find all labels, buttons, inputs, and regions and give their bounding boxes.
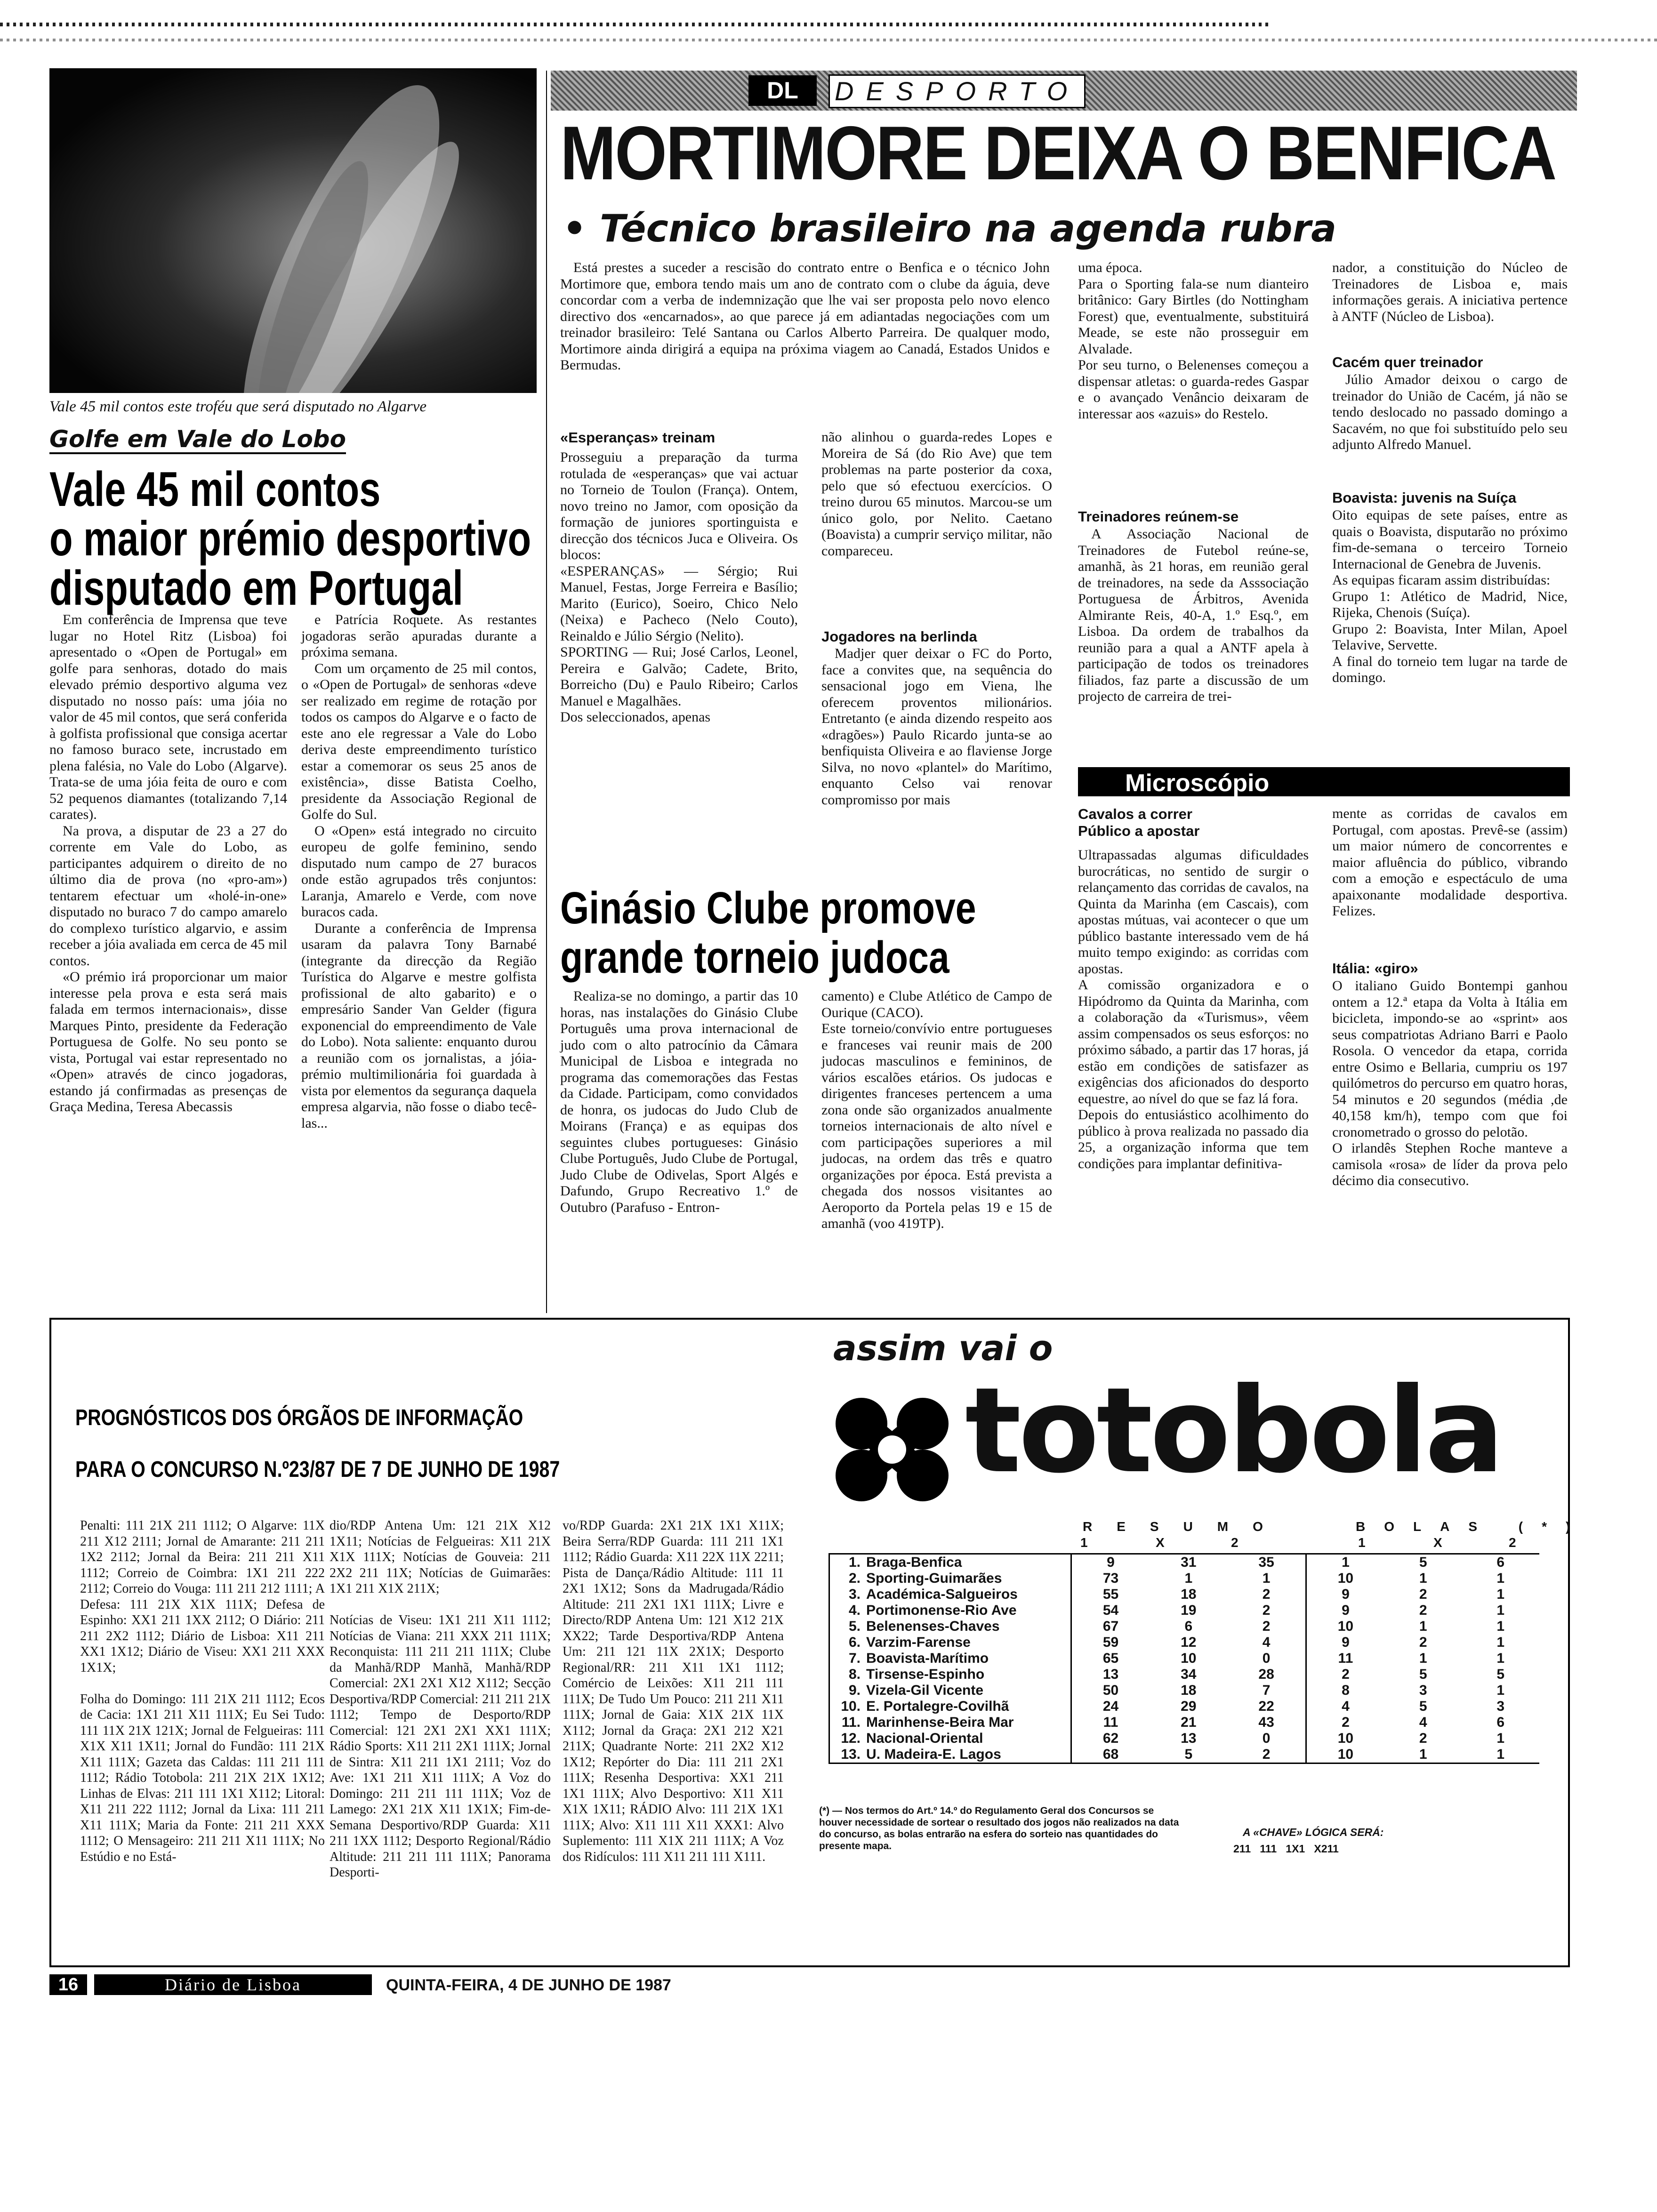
resumo-cell: 0 xyxy=(1227,1651,1306,1667)
golf-col1 xyxy=(49,612,287,1115)
chave-value: 211 111 1X1 X211 xyxy=(1233,1843,1339,1855)
bolas-cell: 4 xyxy=(1419,1715,1427,1730)
bolas-cell: 10 xyxy=(1337,1747,1354,1762)
match-name: Boavista-Marítimo xyxy=(863,1651,1071,1667)
resumo-cell: 13 xyxy=(1102,1667,1119,1682)
cacem-sub: Cacém quer treinador xyxy=(1332,354,1483,370)
resumo-cell: 34 xyxy=(1181,1667,1197,1682)
golf-title-2: o maior prémio desportivo xyxy=(49,512,531,566)
row-number: 4. xyxy=(849,1603,861,1618)
resumo-cell: 18 xyxy=(1181,1683,1197,1698)
match-name: Vizela-Gil Vicente xyxy=(863,1683,1071,1699)
cacem-text: Júlio Amador deixou o cargo de treinador do União de Cacém, já não se tendo deslocado no passado domingo a Sacavém, no que foi substituído pelo seu adjunto Alfredo Manuel. xyxy=(1332,372,1568,452)
paper-name: Diário de Lisboa xyxy=(94,1974,372,1995)
col-label-r1: 1 xyxy=(1080,1535,1088,1550)
micro-title: Microscópio xyxy=(1125,769,1270,797)
section-label: DESPORTO xyxy=(828,74,1086,108)
prog-title-1: PROGNÓSTICOS DOS ÓRGÃOS DE INFORMAÇÃO xyxy=(75,1405,523,1430)
bolas-cell: 2 xyxy=(1419,1635,1427,1650)
photo-caption: Vale 45 mil contos este troféu que será disputado no Algarve xyxy=(49,398,427,415)
berlinda-sub: Jogadores na berlinda xyxy=(821,628,977,645)
resumo-cell: 54 xyxy=(1102,1603,1119,1618)
bolas-cell: 8 xyxy=(1342,1683,1350,1698)
row-number: 9. xyxy=(849,1683,861,1698)
golf-p2: Na prova, a disputar de 23 a 27 do corrente em Vale do Lobo, as participantes adquirem o direito de no último dia de prova (no «pro-am») tentarem efectuar um «holé-in-one» disputado no buraco 7 do campo amarelo do complexo turístico algarvio, e assim receber a jóia avaliada em cerca de 45 mil contos. xyxy=(49,823,287,969)
match-name: Varzim-Farense xyxy=(863,1635,1071,1651)
resumo-cell: 22 xyxy=(1227,1699,1306,1715)
esperancas-col2: não alinhou o guarda-redes Lopes e Moreira de Sá (do Rio Ave) que tem problemas na parte posterior da coxa, pelo que só efectuou exercícios. O treino durou 65 minutos. Marcou-se um único golo, por Nelito. Caetano (Boavista) a cumprir serviço militar, não compareceu. xyxy=(821,429,1052,559)
match-name: Braga-Benfica xyxy=(863,1554,1071,1571)
resumo-cell: 65 xyxy=(1102,1651,1119,1666)
match-name: Nacional-Oriental xyxy=(863,1731,1071,1747)
bolas-cell: 1 xyxy=(1419,1651,1427,1666)
resumo-cell: 43 xyxy=(1227,1715,1306,1731)
golf-p7: Durante a conferência de Imprensa usaram da palavra Tony Barnabé (integrante da direcção da Região Turística do Algarve e mestre golfista profissional de alto gabarito) e o empresário Sander Van Gelder (figura exponencial do empreendimento de Vale do Lobo). Nota saliente: enquanto durou a reunião com os jornalistas, a jóia-prémio multimilionária foi guardada à vista por elementos da segurança daquela empresa algarvia, não fosse o diabo tecê-las... xyxy=(301,920,537,1131)
bolas-cell: 1 xyxy=(1496,1731,1505,1746)
golf-p5: Com um orçamento de 25 mil contos, o «Open de Portugal» de senhoras «deve ser realizado em regime de rotação por todos os campos do Algarve e o facto de este ano ele regressar a Vale do Lobo deriva deste empreendimento turístico estar a comemorar os seus 25 anos de existência», disse Batista Coelho, presidente da Associação Regional de Golfe do Sul. xyxy=(301,660,537,822)
resumo-cell: 2 xyxy=(1227,1603,1306,1619)
boavista-sub: Boavista: juvenis na Suíça xyxy=(1332,489,1517,506)
col-label-r2: 2 xyxy=(1231,1535,1239,1550)
micro-banner xyxy=(1078,767,1570,796)
row-number: 6. xyxy=(849,1635,861,1650)
bolas-cell: 3 xyxy=(1419,1683,1427,1698)
column-rule xyxy=(546,71,547,1313)
table-row xyxy=(829,1651,1540,1667)
resumo-cell: 12 xyxy=(1181,1635,1197,1650)
bolas-cell: 1 xyxy=(1496,1619,1505,1634)
resumo-cell: 10 xyxy=(1181,1651,1197,1666)
bolas-cell: 2 xyxy=(1419,1587,1427,1602)
headline: MORTIMORE DEIXA O BENFICA xyxy=(560,111,1556,196)
resumo-cell: 2 xyxy=(1227,1747,1306,1763)
micro-col2: mente as corridas de cavalos em Portugal, com apostas. Prevê-se (assim) um maior número de concorrentes e maior afluência do público, vibrando com a emoção e espectáculo de uma apaixonante modalidade desportiva. Felizes. xyxy=(1332,806,1568,919)
bolas-cell: 1 xyxy=(1342,1555,1350,1570)
prog-title-2: PARA O CONCURSO N.º23/87 DE 7 DE JUNHO DE 1987 xyxy=(75,1457,560,1482)
resumo-cell: 4 xyxy=(1227,1635,1306,1651)
match-name: U. Madeira-E. Lagos xyxy=(863,1747,1071,1763)
logo-mark: DL xyxy=(748,75,817,106)
table-row xyxy=(829,1699,1540,1715)
golf-p1: Em conferência de Imprensa que teve lugar no Hotel Ritz (Lisboa) foi apresentado o «Open de Portugal» em golfe para senhoras, dotado do mais elevado prémio desportivo alguma vez disputado no nosso país: uma jóia no valor de 45 mil contos, que será conferida à golfista profissional que consiga acertar no famoso buraco sete, incrustado em plena falésia, no Vale do Lobo (Algarve). Trata-se de uma jóia feita de ouro e com 52 pequenos diamantes (totalizando 7,14 carates). xyxy=(49,612,287,822)
totobola-table xyxy=(828,1553,1539,1764)
boavista-text: Oito equipas de sete países, entre as quais o Boavista, disputarão no próximo fim-de-semana o terceiro Torneio Internacional de Genebra de Juvenis. As equipas ficaram assim distribuídas: Grupo 1: Atlético de Madrid, Nice, Rijeka, Chenois (Suíça). Grupo 2: Boavista, Inter Milan, Apoel Telavive, Servette. A final do torneio tem lugar na tarde de domingo. xyxy=(1332,507,1568,685)
bolas-cell: 10 xyxy=(1337,1619,1354,1634)
judo-title-2: grande torneio judoca xyxy=(560,932,949,983)
bolas-cell: 1 xyxy=(1496,1571,1505,1586)
row-number: 5. xyxy=(849,1619,861,1634)
resumo-cell: 67 xyxy=(1102,1619,1119,1634)
trophy-image xyxy=(49,68,537,393)
judo-col1: Realiza-se no domingo, a partir das 10 horas, nas instalações do Ginásio Clube Português uma prova internacional de judo com o alto patrocínio da Câmara Municipal de Lisboa e integrada no programa das comemorações das Festas da Cidade. Participam, como convidados de honra, os judocas do Judo Club de Moirans (França) e as equipas dos seguintes clubes portugueses: Ginásio Clube Português, Judo Clube de Portugal, Judo Clube de Odivelas, Sport Algés e Dafundo, Grupo Recreativo 1.º de Outubro (Parafuso - Entron- xyxy=(560,988,798,1215)
treinadores-text: A Associação Nacional de Treinadores de Futebol reúne-se, amanhã, às 21 horas, em reunião geral de treinadores, na sede da Asssociação Portuguesa de Árbitros, Avenida Almirante Reis, 40-A, 1.º Esq.º, em Lisboa. Da ordem de trabalhos da reunião para a qual a ANTF apela à participação de todos os treinadores filiados, faz parte a discussão de um projecto de carreira de trei- xyxy=(1078,526,1309,704)
bolas-cell: 5 xyxy=(1419,1667,1427,1682)
table-row xyxy=(829,1635,1540,1651)
resumo-cell: 18 xyxy=(1181,1587,1197,1602)
resumo-cell: 31 xyxy=(1181,1555,1197,1570)
bolas-cell: 1 xyxy=(1496,1683,1505,1698)
prog-col3: vo/RDP Guarda: 2X1 21X 1X1 X11X; Beira Serra/RDP Guarda: 111 211 1X1 1112; Rádio Guarda: X11 22X 11X 2211; Pista de Dança/Rádio Altitude: 111 11 2X1 1X12; Sons da Madrugada/Rádio Altitude: 211 2X1 1X1 111X; Livre e Directo/RDP Antena Um: 121 X12 21X XX22; Tarde Desportiva/RDP Antena Um: 211 121 11X 2X1X; Desporto Regional/RR: 211 X11 1X1 1112; Comércio de Leixões: X11 211 111 111X; De Tudo Um Pouco: 211 211 X11 111X; Jornal de Gaia: X1X 21X 11X X112; Jornal da Graça: 2X1 212 X21 211X; Quadrante Norte: 211 2X2 X12 1X12; Repórter do Dia: 111 211 2X1 111X; Resenha Desportiva: XX1 211 1X1 111X; Alvo Desportivo: X11 X11 X1X 1X11; RÁDIO Alvo: 111 21X 1X1 111X; Alvo: X11 111 X11 XXX1: Alvo Suplemento: 111 X1X 211 111X; A Voz dos Ridículos: 111 X11 211 111 X111. xyxy=(563,1518,784,1864)
col-label-bx: X xyxy=(1433,1535,1442,1550)
top-edge-strip xyxy=(0,39,1657,41)
benfica-col3: uma época. Para o Sporting fala-se num dianteiro britânico: Gary Birtles (do Nottingham Forest) que, eventualmente, substituirá Meade, se este não prosseguir em Alvalade. Por seu turno, o Belenenses começou a dispensar atletas: o guarda-redes Gaspar e o avançado Venâncio deixaram de interessar aos «azuis» do Restelo. xyxy=(1078,260,1309,422)
bolas-cell: 5 xyxy=(1496,1667,1505,1682)
bolas-cell: 5 xyxy=(1419,1555,1427,1570)
berlinda-text: Madjer quer deixar o FC do Porto, face a convites que, na sequência do sensacional jogo em Viena, lhe oferecem proventos milionários. Entretanto (e ainda dizendo respeito aos «dragões») Paulo Ricardo junta-se ao benfiquista Oliveira e ao flaviense Jorge Silva, no novo «plantel» do Marítimo, enquanto Celso vai renovar compromisso por mais xyxy=(821,646,1052,808)
bolas-cell: 10 xyxy=(1337,1571,1354,1586)
bolas-cell: 10 xyxy=(1337,1731,1354,1746)
bolas-cell: 9 xyxy=(1342,1635,1350,1650)
bolas-cell: 2 xyxy=(1419,1603,1427,1618)
row-number: 11. xyxy=(841,1715,861,1730)
totobola-logo xyxy=(828,1362,1516,1506)
prog-col1: Penalti: 111 21X 211 1112; O Algarve: 11X 211 X12 2111; Jornal de Amarante: 211 211 1X2 2112; Jornal da Beira: 211 211 X11 1112; Correio de Coimbra: 1X1 211 222 2112; Correio do Vouga: 111 211 212 1111; A Defesa: 111 21X X1X 111X; Defesa de Espinho: XX1 211 1XX 2112; O Diário: 211 211 2X2 1112; Diário de Lisboa: X11 211 XX1 1X12; Diário de Viseu: XX1 211 XXX 1X1X; Folha do Domingo: 111 21X 211 1112; Ecos de Cacia: 1X1 211 X11 111X; Eu Sei Tudo: 111 11X 21X 121X; Jornal de Felgueiras: 111 X1X X11 1X11; Jornal do Fundão: 111 21X X11 111X; Gazeta das Caldas: 111 211 111 1112; Rádio Totobola: 211 21X 21X 1X12; Linhas de Elvas: 211 111 1X1 X112; Litoral: X11 211 222 1112; Jornal da Lixa: 111 211 X11 111X; Maria da Fonte: 211 211 XXX 1112; O Mensageiro: 211 211 X11 111X; No Estúdio e no Está- xyxy=(80,1518,325,1864)
bolas-cell: 1 xyxy=(1496,1603,1505,1618)
bolas-cell: 9 xyxy=(1342,1603,1350,1618)
bolas-cell: 3 xyxy=(1496,1699,1505,1714)
col-labels xyxy=(1064,1535,1535,1552)
benfica-lead xyxy=(560,260,1050,374)
resumo-cell: 6 xyxy=(1184,1619,1193,1634)
table-row xyxy=(829,1619,1540,1635)
bolas-cell: 1 xyxy=(1419,1619,1427,1634)
table-row xyxy=(829,1554,1540,1571)
match-name: Tirsense-Espinho xyxy=(863,1667,1071,1683)
footer-bar xyxy=(49,1974,1570,1995)
italia-sub: Itália: «giro» xyxy=(1332,960,1418,977)
bolas-cell: 6 xyxy=(1496,1555,1505,1570)
totobola-wordmark: totobola xyxy=(965,1362,1502,1499)
footer-date: QUINTA-FEIRA, 4 DE JUNHO DE 1987 xyxy=(386,1976,671,1994)
judo-title-1: Ginásio Clube promove xyxy=(560,883,976,933)
totobola-footnote: (*) — Nos termos do Art.º 14.º do Regulamento Geral dos Concursos se houver necessidade de sortear o resultado dos jogos não realizados na data do concurso, as bolas entrarão na esfera do sorteio nas quantidades do presente mapa. xyxy=(819,1805,1179,1851)
row-number: 12. xyxy=(841,1731,861,1746)
bolas-label: BOLAS (*) xyxy=(1356,1519,1589,1534)
golf-p3: «O prémio irá proporcionar um maior interesse pela prova e esta será mais falada em termos internacionais», disse Marques Pinto, presidente da Federação Portuguesa de Golfe. No seu ponto se vista, Portugal vai estar representado no «Open» através de cinco jogadoras, estando já confirmadas as presenças de Graça Medina, Teresa Abecassis xyxy=(49,969,287,1114)
row-number: 7. xyxy=(849,1651,861,1666)
italia-text: O italiano Guido Bontempi ganhou ontem a 12.ª etapa da Volta à Itália em bicicleta, impondo-se ao «sprint» aos seus compatriotas Adriano Barri e Paolo Rosola. O vencedor da etapa, corrida entre Osimo e Bellaria, cumpriu os 197 quilómetros do percurso em quatro horas, 54 minutos e 20 segundos (média ,de 40,158 km/h), tempo com que foi cronometrado o grosso do pelotão. O irlandês Stephen Roche manteve a camisola «rosa» de líder da prova pelo décimo dia consecutivo. xyxy=(1332,978,1568,1188)
table-row xyxy=(829,1571,1540,1587)
resumo-cell: 7 xyxy=(1227,1683,1306,1699)
chave-label: A «CHAVE» LÓGICA SERÁ: xyxy=(1243,1826,1384,1838)
bolas-cell: 6 xyxy=(1496,1715,1505,1730)
row-number: 8. xyxy=(849,1667,861,1682)
col-label-rx: X xyxy=(1156,1535,1165,1550)
row-number: 2. xyxy=(849,1571,861,1586)
golf-col2 xyxy=(301,612,537,1131)
match-name: Portimonense-Rio Ave xyxy=(863,1603,1071,1619)
bolas-cell: 1 xyxy=(1496,1651,1505,1666)
resumo-cell: 2 xyxy=(1227,1587,1306,1603)
table-row xyxy=(829,1603,1540,1619)
match-name: Belenenses-Chaves xyxy=(863,1619,1071,1635)
benfica-lead-text: Está prestes a suceder a rescisão do contrato entre o Benfica e o técnico John Mortimore que, embora tendo mais um ano de contrato com o clube da águia, deve concordar com a verba de indemnização que lhe vai ser proposta pelo novo elenco directivo dos «encarnados», ao que parece já em adiantadas negociações com um treinador brasileiro: Telé Santana ou Carlos Alberto Parreira. De qualquer modo, Mortimore ainda dirigirá a equipa na próxima viagem ao Canadá, Estados Unidos e Bermudas. xyxy=(560,260,1050,373)
bolas-cell: 11 xyxy=(1338,1651,1353,1666)
resumo-cell: 73 xyxy=(1102,1571,1119,1586)
resumo-cell: 62 xyxy=(1102,1731,1119,1746)
col-label-b1: 1 xyxy=(1358,1535,1366,1550)
bolas-cell: 1 xyxy=(1496,1747,1505,1762)
bolas-cell: 2 xyxy=(1342,1715,1350,1730)
resumo-cell: 0 xyxy=(1227,1731,1306,1747)
table-row xyxy=(829,1747,1540,1763)
resumo-cell: 9 xyxy=(1107,1555,1115,1570)
judo-col2: camento) e Clube Atlético de Campo de Ourique (CACO). Este torneio/convívio entre portugueses e franceses vai reunir mais de 200 judocas masculinos e femininos, de vários escalões etários. Os judocas e dirigentes franceses pertencem a uma zona onde são organizados anualmente torneios internacionais de alto nível e com participações superiores a mil judocas, na ordem das três e quatro organizações por época. Está prevista a chegada dos nossos visitantes ao Aeroporto da Portela pelas 19 e 15 de amanhã (voo 419TP). xyxy=(821,988,1052,1231)
resumo-cell: 55 xyxy=(1102,1587,1119,1602)
resumo-cell: 1 xyxy=(1184,1571,1193,1586)
trophy-photo xyxy=(49,68,537,393)
col-label-b2: 2 xyxy=(1509,1535,1516,1550)
resumo-cell: 19 xyxy=(1181,1603,1197,1618)
match-name: Sporting-Guimarães xyxy=(863,1571,1071,1587)
top-edge-strip xyxy=(0,23,1271,26)
subheadline: • Técnico brasileiro na agenda rubra xyxy=(563,207,1337,250)
resumo-cell: 13 xyxy=(1181,1731,1197,1746)
page-number: 16 xyxy=(49,1974,87,1995)
resumo-cell: 11 xyxy=(1103,1715,1118,1730)
table-row xyxy=(829,1683,1540,1699)
micro-col1: Ultrapassadas algumas dificuldades burocráticas, no sentido de surgir o relançamento das corridas de cavalos, na Quinta da Marinha (em Cascais), com apostas mútuas, vai acontecer o que um público bastante interessado vem de há muito tempo exigindo: as corridas com apostas. A comissão organizadora e o Hipódromo da Quinta da Marinha, com a colaboração da «Turismus», vêem assim compensados os seus esforços: no próximo sábado, a partir das 17 horas, já estão em condições de satisfazer as exigências dos aficionados do desporto equestre, ao nível do que se faz lá fora. Depois do entusiástico acolhimento do público à prova realizada no passado dia 25, a organização informa que tem condições para implantar definitiva- xyxy=(1078,847,1309,1171)
esperancas-col1: Prosseguiu a preparação da turma rotulada de «esperanças» que vai actuar no Torneio de Toulon (França). Ontem, novo treino no Jamor, com oposição da formação de juniores sportinguista e direcção dos técnicos Juca e Oliveira. Os blocos: «ESPERANÇAS» — Sérgio; Rui Manuel, Festas, Jorge Ferreira e Basílio; Marito (Eurico), Soeiro, Chico Nelo (Neixa) e Pacheco (Nelo Couto), Reinaldo e Júlio Sérgio (Nelito). SPORTING — Rui; José Carlos, Leonel, Pereira e Galvão; Cadete, Brito, Borreicho (Du) e Paulo Ribeiro; Carlos Manuel e Magalhães. Dos seleccionados, apenas xyxy=(560,449,798,725)
match-name: Académica-Salgueiros xyxy=(863,1587,1071,1603)
cavalos-sub: Cavalos a correr Público a apostar xyxy=(1078,806,1200,839)
golf-title-1: Vale 45 mil contos xyxy=(49,462,381,517)
golf-p4: e Patrícia Roquete. As restantes jogadoras serão apuradas durante a próxima semana. xyxy=(301,612,537,660)
match-name: E. Portalegre-Covilhã xyxy=(863,1699,1071,1715)
resumo-label: RESUMO xyxy=(1083,1519,1287,1534)
resumo-cell: 50 xyxy=(1102,1683,1119,1698)
bolas-cell: 9 xyxy=(1342,1587,1350,1602)
bolas-cell: 1 xyxy=(1496,1635,1505,1650)
resumo-cell: 35 xyxy=(1227,1554,1306,1571)
row-number: 10. xyxy=(841,1699,861,1714)
prog-col2: dio/RDP Antena Um: 121 21X X12 1X11; Notícias de Felgueiras: X11 21X X1X 111X; Notícias de Gouveia: 211 2X2 211 11X; Notícias de Guimarães: 1X1 211 X1X 211X; Notícias de Viseu: 1X1 211 X11 1112; Notícias de Viana: 211 XXX 211 111X; Reconquista: 111 211 211 111X; Clube da Manhã/RDP Manhã, Manhã/RDP Comercial: 2X1 2X1 X12 X112; Secção Desportiva/RDP Comercial: 211 211 21X 1112; Tempo de Desporto/RDP Comercial: 121 2X1 2X1 XX1 111X; Rádio Sports: X11 211 2X1 111X; Jornal de Sintra: X11 211 1X1 2111; Voz do Ave: 1X1 211 X11 111X; A Voz do Domingo: 211 211 111 111X; Voz de Lamego: 2X1 21X X11 1X1X; Fim-de-Semana Desportivo/RDP Guarda: X11 211 1XX 1112; Desporto Regional/Rádio Altitude: 211 211 111 111X; Panorama Desporti- xyxy=(330,1518,551,1880)
resumo-cell: 2 xyxy=(1227,1619,1306,1635)
row-number: 3. xyxy=(849,1587,861,1602)
bolas-cell: 1 xyxy=(1496,1587,1505,1602)
section-banner xyxy=(551,71,1577,111)
match-name: Marinhense-Beira Mar xyxy=(863,1715,1071,1731)
row-number: 1. xyxy=(849,1555,861,1570)
resumo-cell: 68 xyxy=(1102,1747,1119,1762)
bolas-cell: 2 xyxy=(1419,1731,1427,1746)
golf-kicker: Golfe em Vale do Lobo xyxy=(49,426,346,454)
table-row xyxy=(829,1731,1540,1747)
bolas-cell: 1 xyxy=(1419,1571,1427,1586)
resumo-cell: 24 xyxy=(1102,1699,1119,1714)
resumo-cell: 21 xyxy=(1181,1715,1197,1730)
resumo-cell: 1 xyxy=(1227,1571,1306,1587)
resumo-cell: 28 xyxy=(1227,1667,1306,1683)
benfica-col4a: nador, a constituição do Núcleo de Treinadores de Lisboa e, mais informações gerais. A iniciativa pertence à ANTF (Núcleo de Lisboa). xyxy=(1332,260,1568,324)
row-number: 13. xyxy=(841,1747,861,1762)
table-row xyxy=(829,1667,1540,1683)
bolas-cell: 4 xyxy=(1342,1699,1350,1714)
golf-p6: O «Open» está integrado no circuito europeu de golfe feminino, sendo disputado num campo de 27 buracos onde estão agrupados três conjuntos: Laranja, Amarelo e Verde, com nove buracos cada. xyxy=(301,823,537,920)
resumo-cell: 5 xyxy=(1184,1747,1193,1762)
totobola-emblem-icon xyxy=(828,1393,970,1515)
golf-title-3: disputado em Portugal xyxy=(49,561,463,616)
bolas-cell: 1 xyxy=(1419,1747,1427,1762)
table-row xyxy=(829,1587,1540,1603)
bolas-cell: 2 xyxy=(1342,1667,1350,1682)
resumo-cell: 29 xyxy=(1181,1699,1197,1714)
bolas-cell: 5 xyxy=(1419,1699,1427,1714)
table-row xyxy=(829,1715,1540,1731)
esperancas-sub: «Esperanças» treinam xyxy=(560,429,716,446)
resumo-cell: 59 xyxy=(1102,1635,1119,1650)
treinadores-sub: Treinadores reúnem-se xyxy=(1078,508,1239,525)
totobola-header-small: assim vai o xyxy=(833,1328,1053,1369)
